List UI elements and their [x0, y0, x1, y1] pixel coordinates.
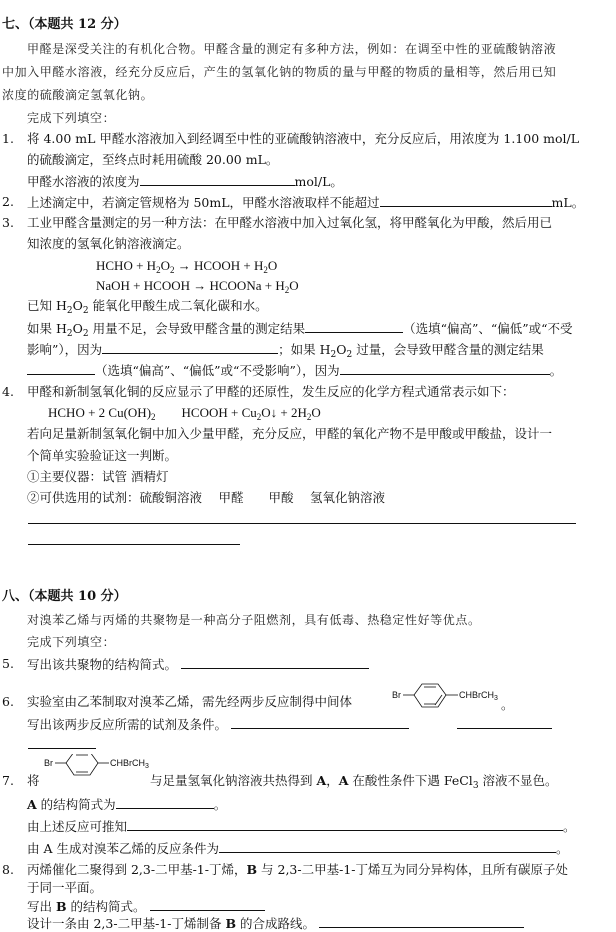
- q4-answer-line-1[interactable]: [28, 523, 576, 524]
- section-7-intro-1: 甲醛是深受关注的有机化合物。甲醛含量的测定有多种方法，例如：在调至中性的亚硫酸钠溶液: [27, 42, 557, 56]
- q4-line-1: 甲醛和新制氢氧化铜的反应显示了甲醛的还原性，发生反应的化学方程式通常表示如下：: [27, 384, 515, 399]
- q4-line-2: 若向足量新制氢氧化铜中加入少量甲醛，充分反应，甲醛的氧化产物不是甲酸或甲酸盐，设计一: [27, 426, 553, 441]
- q2-answer-blank[interactable]: [380, 194, 552, 207]
- q3-insufficient-h2o2: 如果 $H_2O_2$ 用量不足，会导致甲醛含量的测定结果 （选填“偏高”、“偏低”或“不受: [27, 321, 573, 339]
- section-7-instruction: 完成下列填空：: [27, 111, 116, 125]
- q1-line-2: 的硫酸滴定，至终点时耗用硫酸 20.00 mL。: [27, 152, 279, 167]
- q6-answer-line-3[interactable]: [28, 748, 96, 749]
- section-7-intro-2: 中加入甲醛水溶液，经充分反应后，产生的氢氧化钠的物质的量与甲醛的物质的量相等，然后用已知: [2, 65, 557, 79]
- q1-answer-blank[interactable]: [140, 173, 295, 186]
- structure-4-bromophenyl-ethyl-bromide-q6: [390, 682, 515, 716]
- q2-number: 2.: [2, 194, 14, 209]
- q3-reason-high-blank[interactable]: [340, 362, 550, 375]
- section-8-intro: 对溴苯乙烯与丙烯的共聚物是一种高分子阻燃剂，具有低毒、热稳定性好等优点。: [27, 613, 481, 627]
- q7-condition-blank[interactable]: [219, 840, 556, 853]
- svg-text:Br: Br: [392, 690, 401, 700]
- section-8-instruction: 完成下列填空：: [27, 635, 116, 649]
- q8-number: 8.: [2, 862, 14, 877]
- q3-line-1: 工业甲醛含量测定的另一种方法：在甲醛水溶液中加入过氧化氢，将甲醛氧化为甲酸，然后用已: [27, 215, 553, 230]
- q2-prompt: 上述滴定中，若滴定管规格为 50mL，甲醛水溶液取样不能超过: [27, 195, 380, 210]
- q3-excess-line-2: （选填“偏高”、“偏低”或“不受影响”），因为 。: [27, 362, 562, 379]
- q1-unit: mol/L。: [294, 174, 343, 189]
- section-8-title: 八、（本题共 10 分）: [2, 589, 127, 604]
- q8-structure-blank[interactable]: [150, 898, 265, 911]
- q8-line-3: 写出 B 的结构简式。: [27, 898, 265, 915]
- q4-equation: HCHO + 2 $Cu(OH)_2$ HCOOH + $Cu_2O↓ + 2H_2O$: [48, 405, 321, 422]
- q8-line-4: 设计一条由 2,3-二甲基-1-丁烯制备 B 的合成路线。: [27, 915, 524, 932]
- q6-answer-blank-1[interactable]: [231, 716, 409, 729]
- q6-period: 。: [501, 697, 514, 712]
- q4-apparatus: ①主要仪器：试管 酒精灯: [27, 469, 169, 484]
- q3-equation-2: NaOH + HCOOH → HCOONa + $H_2O$: [96, 278, 299, 295]
- q3-line-2: 知浓度的氢氧化钠溶液滴定。: [27, 236, 190, 251]
- q3-result-low-blank[interactable]: [305, 320, 403, 333]
- q6-line-2: 写出该两步反应所需的试剂及条件。: [27, 716, 552, 733]
- q7-prefix: 将: [27, 773, 40, 788]
- q5-line: 写出该共聚物的结构简式。: [27, 656, 369, 673]
- q3-known-fact: 已知 $H_2O_2$ 能氧化甲酸生成二氧化碳和水。: [27, 298, 268, 316]
- q2-line: [27, 194, 584, 211]
- q7-line-1: 与足量氢氧化钠溶液共热得到 A，A 在酸性条件下遇 FeCl$_3$ 溶液不显色。: [150, 773, 558, 791]
- q8-route-blank[interactable]: [319, 915, 524, 928]
- q3-excess-h2o2: 影响”），因为 ；如果 $H_2O_2$ 过量，会导致甲醛含量的测定结果: [27, 342, 544, 360]
- q5-number: 5.: [2, 656, 14, 671]
- q4-reagents: ②可供选用的试剂：硫酸铜溶液 甲醛 甲酸 氢氧化钠溶液: [27, 490, 385, 505]
- q6-answer-blank-2[interactable]: [457, 716, 552, 729]
- q1-line-3: [27, 173, 343, 190]
- q1-number: 1.: [2, 131, 14, 146]
- q7-line-3: 由上述反应可推知 。: [27, 819, 576, 834]
- svg-text:CHBrCH3: CHBrCH$_3$: [110, 758, 149, 770]
- q3-equation-1: HCHO + $H_2O_2$ → HCOOH + $H_2O$: [96, 258, 278, 275]
- q7-inference-blank[interactable]: [127, 818, 563, 831]
- section-7-intro-3: 浓度的硫酸滴定氢氧化钠。: [2, 88, 154, 102]
- q2-unit: mL。: [551, 195, 585, 210]
- q4-number: 4.: [2, 384, 14, 399]
- q6-line-1: 实验室由乙苯制取对溴苯乙烯，需先经两步反应制得中间体: [27, 694, 353, 709]
- section-7-title: 七、（本题共 12 分）: [2, 17, 127, 32]
- structure-4-bromophenyl-ethyl-bromide-q7: [40, 754, 155, 788]
- q7-number: 7.: [2, 773, 14, 788]
- q3-reason-low-blank[interactable]: [102, 341, 278, 354]
- q7-line-4: 由 A 生成对溴苯乙烯的反应条件为 。: [27, 841, 569, 856]
- q7-structure-blank[interactable]: [116, 796, 214, 809]
- q3-number: 3.: [2, 215, 14, 230]
- svg-text:Br: Br: [44, 758, 53, 768]
- q8-line-1: 丙烯催化二聚得到 2,3-二甲基-1-丁烯，B 与 2,3-二甲基-1-丁烯互为同分异构体，且所有碳原子处: [27, 862, 569, 877]
- q7-line-2: A 的结构简式为 。: [27, 797, 227, 812]
- q1-line-1: 将 4.00 mL 甲醛水溶液加入到经调至中性的亚硫酸钠溶液中，充分反应后，用浓度为 1.100 mol/L: [27, 131, 580, 146]
- svg-text:CHBrCH3: CHBrCH$_3$: [459, 690, 498, 702]
- q3-result-high-blank[interactable]: [27, 362, 95, 375]
- q8-line-2: 于同一平面。: [27, 880, 103, 895]
- q4-line-3: 个简单实验验证这一判断。: [27, 448, 178, 463]
- q6-number: 6.: [2, 694, 14, 709]
- q1-prompt: 甲醛水溶液的浓度为: [27, 174, 140, 189]
- q5-answer-blank[interactable]: [181, 656, 369, 669]
- q4-answer-line-2[interactable]: [28, 544, 240, 545]
